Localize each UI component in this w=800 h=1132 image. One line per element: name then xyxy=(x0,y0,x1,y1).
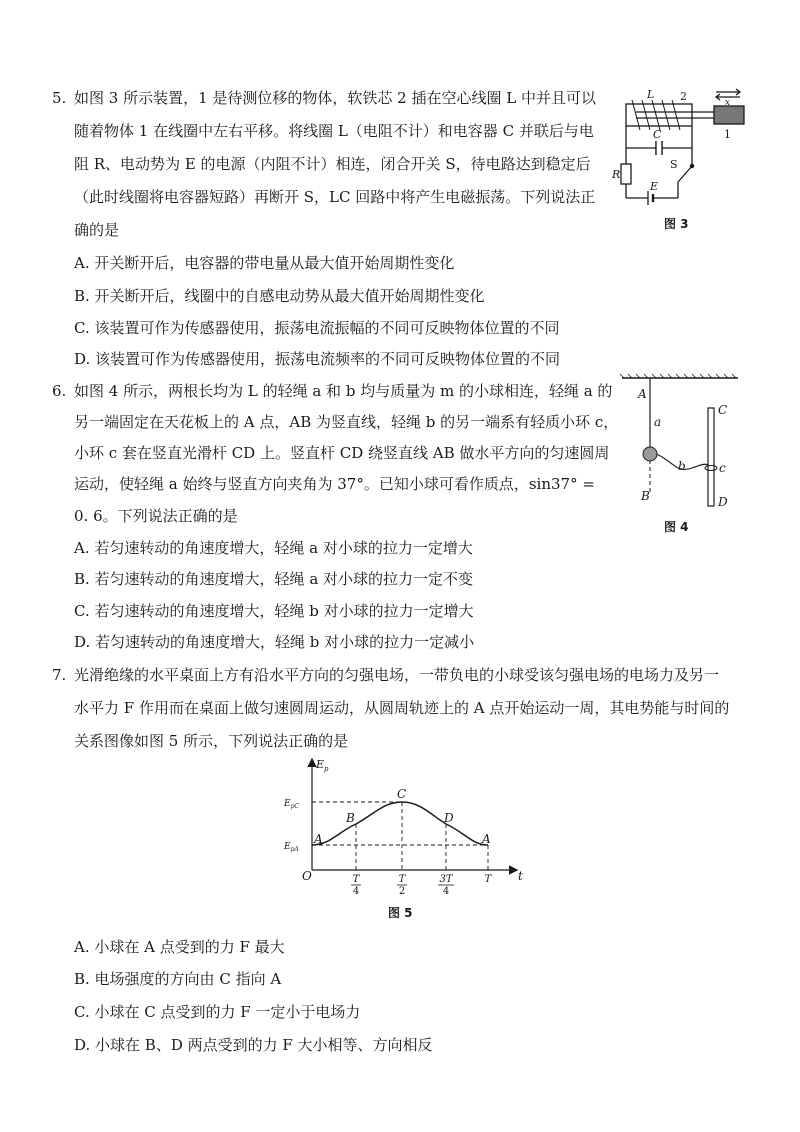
figure-4-pendulum xyxy=(622,374,742,514)
question-7-number: 7. xyxy=(52,666,67,684)
fig5-point-b: B xyxy=(346,811,355,825)
fig5-point-a2: A xyxy=(482,832,491,846)
fig5-epc-label: $E_{pC}$ xyxy=(284,799,300,810)
tick-t4-num: T xyxy=(352,874,360,885)
figure-5-graph xyxy=(280,756,530,897)
fig5-origin: O xyxy=(302,869,312,883)
fig5-x-label: t xyxy=(518,869,523,883)
fig4-label-B: B xyxy=(641,489,650,503)
q7-option-b: B. 电场强度的方向由 C 指向 A xyxy=(74,970,282,988)
tick-t: T xyxy=(484,874,492,885)
question-5-number: 5. xyxy=(52,89,67,107)
fig3-label-x: x xyxy=(725,98,731,108)
fig3-label-R: R xyxy=(612,168,621,181)
fig4-label-C: C xyxy=(718,403,728,417)
q5-stem-line-5: 确的是 xyxy=(74,221,120,239)
q6-stem-line-3: 小环 c 套在竖直光滑杆 CD 上。竖直杆 CD 绕竖直线 AB 做水平方向的匀速圆周 xyxy=(74,444,610,462)
tick-t2-den: 2 xyxy=(398,886,406,897)
q7-stem-line-3: 关系图像如图 5 所示，下列说法正确的是 xyxy=(74,732,349,750)
figure-5-caption: 图 5 xyxy=(388,906,413,920)
q7-option-a: A. 小球在 A 点受到的力 F 最大 xyxy=(74,938,285,956)
fig3-label-C: C xyxy=(653,128,662,141)
fig4-label-D: D xyxy=(718,495,728,509)
q5-option-b: B. 开关断开后，线圈中的自感电动势从最大值开始周期性变化 xyxy=(74,287,485,305)
q5-stem-line-2: 随着物体 1 在线圈中左右平移。将线圈 L（电阻不计）和电容器 C 并联后与电 xyxy=(74,122,594,140)
q6-stem-line-5: 0. 6。下列说法正确的是 xyxy=(74,507,238,525)
fig3-label-core: 2 xyxy=(680,90,687,103)
q6-stem-line-1: 如图 4 所示，两根长均为 L 的轻绳 a 和 b 均与质量为 m 的小球相连，轻绳 a 的 xyxy=(74,382,613,400)
q7-option-d: D. 小球在 B、D 两点受到的力 F 大小相等、方向相反 xyxy=(74,1036,433,1054)
fig4-label-A: A xyxy=(638,387,647,401)
tick-3t4-den: 4 xyxy=(442,886,450,897)
figure-4-caption: 图 4 xyxy=(664,520,689,534)
fig4-label-c: c xyxy=(719,461,726,475)
q5-option-c: C. 该装置可作为传感器使用，振荡电流振幅的不同可反映物体位置的不同 xyxy=(74,319,560,337)
fig3-label-S: S xyxy=(670,158,678,171)
tick-t4-den: 4 xyxy=(352,886,360,897)
q6-stem-line-2: 另一端固定在天花板上的 A 点，AB 为竖直线，轻绳 b 的另一端系有轻质小环 c， xyxy=(74,413,619,431)
fig5-point-a: A xyxy=(314,832,323,846)
q7-option-c: C. 小球在 C 点受到的力 F 一定小于电场力 xyxy=(74,1003,361,1021)
fig5-epa-label: $E_{pA}$ xyxy=(284,842,299,853)
tick-3t4-num: 3T xyxy=(439,874,453,885)
q6-option-d: D. 若匀速转动的角速度增大，轻绳 b 对小球的拉力一定减小 xyxy=(74,633,475,651)
q6-option-a: A. 若匀速转动的角速度增大，轻绳 a 对小球的拉力一定增大 xyxy=(74,539,473,557)
fig4-label-a: a xyxy=(654,415,662,429)
q6-stem-line-4: 运动，使轻绳 a 始终与竖直方向夹角为 37°。已知小球可看作质点，sin37° = xyxy=(74,475,595,493)
question-6-number: 6. xyxy=(52,382,67,400)
fig3-label-L: L xyxy=(647,88,655,101)
q6-option-c: C. 若匀速转动的角速度增大，轻绳 b 对小球的拉力一定增大 xyxy=(74,602,474,620)
fig3-label-E: E xyxy=(650,180,659,193)
tick-t2-num: T xyxy=(398,874,406,885)
q5-option-a: A. 开关断开后，电容器的带电量从最大值开始周期性变化 xyxy=(74,254,455,272)
fig3-label-object: 1 xyxy=(724,128,731,141)
q7-stem-line-2: 水平力 F 作用而在桌面上做匀速圆周运动，从圆周轨迹上的 A 点开始运动一周，其电势能与时间的 xyxy=(74,699,730,717)
figure-3-caption: 图 3 xyxy=(664,217,689,231)
q5-stem-line-1: 如图 3 所示装置，1 是待测位移的物体，软铁芯 2 插在空心线圈 L 中并且可以 xyxy=(74,89,596,107)
fig5-point-d: D xyxy=(444,811,454,825)
q7-stem-line-1: 光滑绝缘的水平桌面上方有沿水平方向的匀强电场，一带负电的小球受该匀强电场的电场力及另一 xyxy=(74,666,720,684)
q5-stem-line-3: 阻 R、电动势为 E 的电源（内阻不计）相连，闭合开关 S，待电路达到稳定后 xyxy=(74,155,591,173)
fig4-label-b: b xyxy=(678,459,686,473)
q5-option-d: D. 该装置可作为传感器使用，振荡电流频率的不同可反映物体位置的不同 xyxy=(74,350,561,368)
fig5-point-c: C xyxy=(397,787,407,801)
q6-option-b: B. 若匀速转动的角速度增大，轻绳 a 对小球的拉力一定不变 xyxy=(74,570,474,588)
q5-stem-line-4: （此时线圈将电容器短路）再断开 S，LC 回路中将产生电磁振荡。下列说法正 xyxy=(74,188,596,206)
fig5-y-label: $E_p$ xyxy=(316,758,329,773)
figure-3-circuit xyxy=(612,86,752,216)
ep-curve xyxy=(312,802,488,845)
